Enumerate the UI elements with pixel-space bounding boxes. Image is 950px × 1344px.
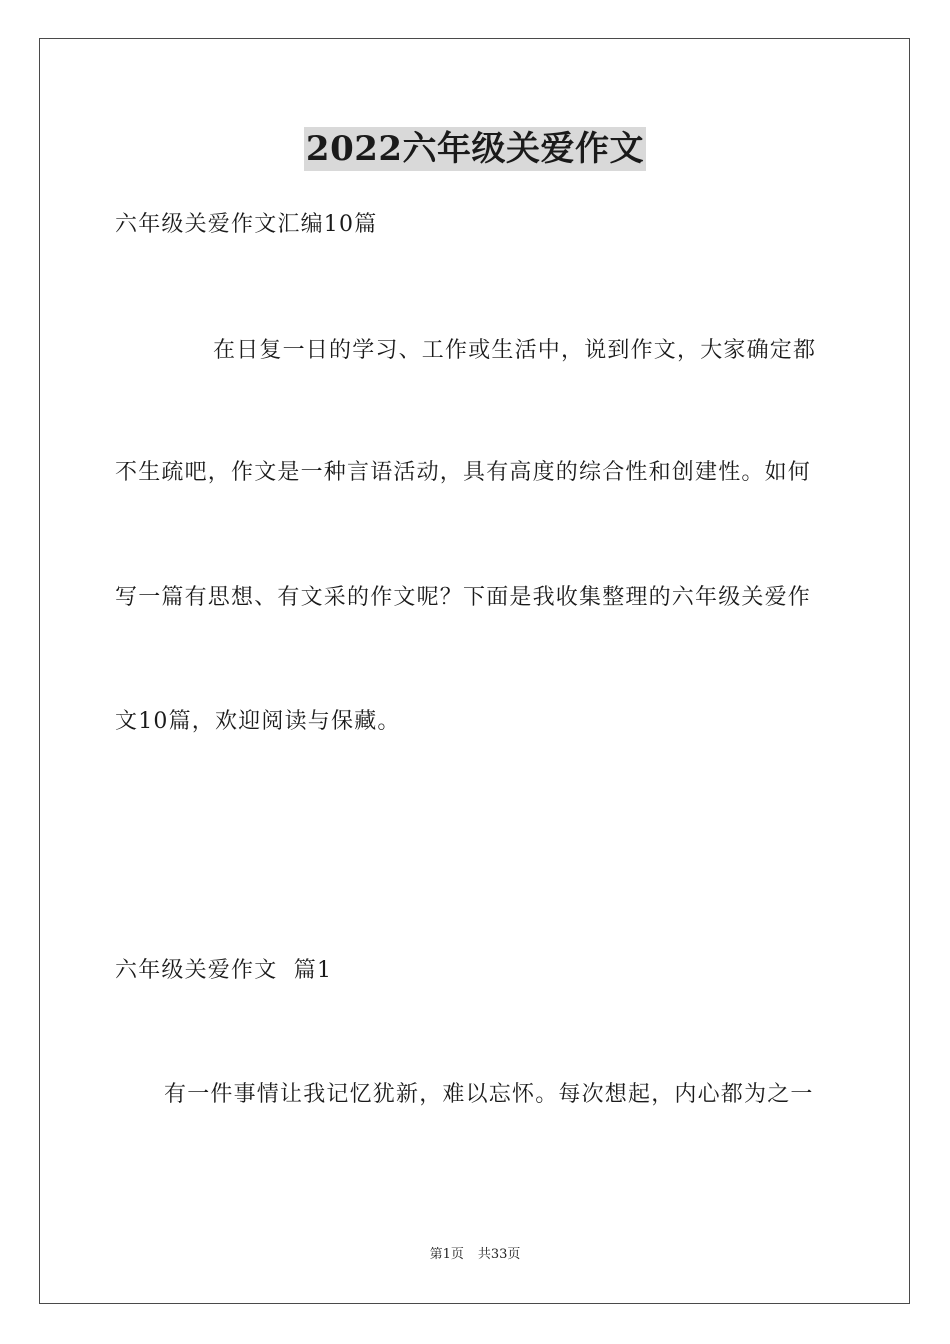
page-number-current: 第1页 bbox=[429, 1247, 464, 1262]
intro-line-2: 不生疏吧，作文是一种言语活动，具有高度的综合性和创建性。如何 bbox=[115, 460, 812, 485]
intro-line-3: 写一篇有思想、有文采的作文呢？下面是我收集整理的六年级关爱作 bbox=[115, 585, 812, 610]
document-title: 2022六年级关爱作文 bbox=[305, 129, 645, 169]
intro-line-4: 文10篇，欢迎阅读与保藏。 bbox=[115, 709, 401, 734]
document-subtitle: 六年级关爱作文汇编10篇 bbox=[115, 212, 378, 237]
intro-line-1: 在日复一日的学习、工作或生活中，说到作文，大家确定都 bbox=[213, 338, 817, 363]
section-heading: 六年级关爱作文 篇1 bbox=[115, 958, 333, 983]
section-line-1: 有一件事情让我记忆犹新，难以忘怀。每次想起，内心都为之一 bbox=[164, 1082, 814, 1107]
page-number-total: 共33页 bbox=[477, 1247, 521, 1262]
page-footer bbox=[0, 1246, 950, 1264]
document-title-wrap bbox=[0, 127, 950, 171]
